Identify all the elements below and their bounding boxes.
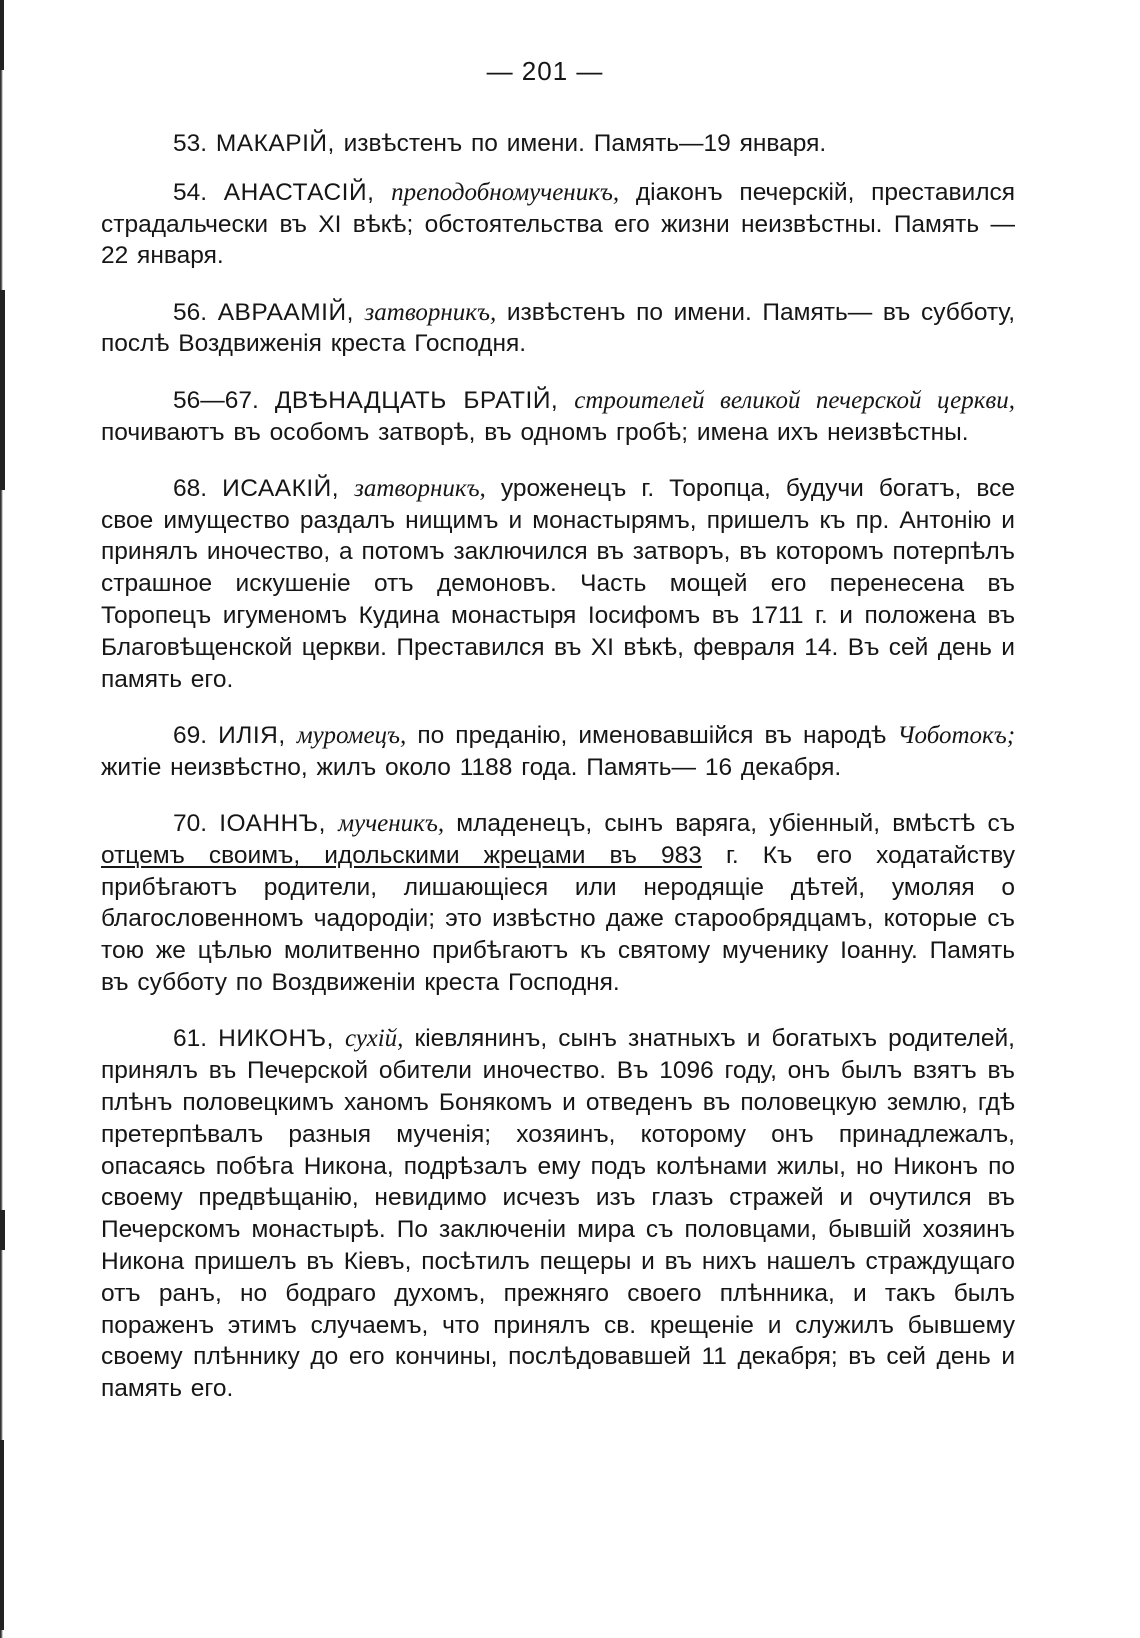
saint-title: преподобномученикъ, (391, 178, 620, 206)
entry-number: 70. (173, 810, 208, 838)
entry-70 (101, 808, 1015, 999)
saint-name: АНАСТАСІЙ, (223, 178, 375, 206)
entry-number: 54. (173, 178, 208, 206)
saint-title: затворникъ, (354, 474, 486, 502)
binding-mark (0, 1440, 4, 1630)
entry-number: 56—67. (173, 386, 259, 414)
entry-number: 68. (173, 474, 208, 502)
binding-mark (0, 1210, 5, 1250)
saint-name: НИКОНЪ, (218, 1025, 334, 1053)
entry-text: извѣстенъ по имени. Память— въ субботу, послѣ Воздвиженія креста Господня. (101, 298, 1016, 358)
page-number: — 201 — (486, 56, 604, 86)
saint-name: ИСААКІЙ, (222, 474, 340, 502)
entry-68 (101, 473, 1015, 696)
entry-53 (101, 128, 1015, 160)
saint-name: ИЛІЯ, (218, 721, 286, 749)
entry-text: по преданію, именовавшійся въ народѣ (417, 721, 887, 749)
entry-text: діаконъ печерскій, преставился страдальчески въ XI вѣкѣ; обстоятельства его жизни неизвѣстны. Память — 22 января. (101, 178, 1016, 270)
entry-54 (101, 177, 1015, 272)
saint-name: АВРААМІЙ, (217, 298, 354, 326)
saint-title: сухій, (344, 1025, 404, 1053)
saint-nickname: Чоботокъ; (897, 721, 1016, 749)
saint-name: ДВѢНАДЦАТЬ БРАТІЙ, (274, 386, 559, 414)
entry-text-continued: г. Къ его ходатайству прибѣгаютъ родители, лишающіеся или неродящіе дѣтей, умоляя о благословенномъ чадородіи; это извѣстно даже старообрядцамъ, которые съ тою же цѣлью молитвенно прибѣгаютъ къ святому мученику Іоанну. Память въ субботу по Воздвиженіи креста Господня. (101, 841, 1016, 997)
entry-text-continued: житіе неизвѣстно, жилъ около 1188 года. Память— 16 декабря. (101, 753, 842, 781)
entry-69 (101, 720, 1015, 784)
saint-title: муромецъ, (296, 721, 407, 749)
binding-mark (0, 290, 5, 490)
entry-number: 61. (173, 1025, 208, 1053)
entry-text: почиваютъ въ особомъ затворѣ, въ одномъ гробѣ; имена ихъ неизвѣстны. (101, 418, 969, 446)
entry-61 (101, 1023, 1015, 1405)
saint-title: мученикъ, (338, 810, 445, 838)
saint-title: затворникъ, (364, 298, 497, 326)
entry-number: 69. (173, 721, 208, 749)
page-binding-edge (0, 0, 3, 1638)
entry-text: кіевлянинъ, сынъ знатныхъ и богатыхъ родителей, принялъ въ Печерской обители иночество. Въ 1096 году, онъ былъ взятъ въ плѣнъ половецкимъ ханомъ Бонякомъ и отведенъ въ половецкую землю, гдѣ претерпѣвалъ разныя мученія; хозяинъ, которому онъ принадлежалъ, опасаясь побѣга Никона, подрѣзалъ ему подъ колѣнами жилы, но Никонъ по своему предвѣщанію, невидимо исчезъ изъ глазъ стражей и очутился въ Печерскомъ монастырѣ. По заключеніи мира съ половцами, бывшій хозяинъ Никона пришелъ въ Кіевъ, посѣтилъ пещеры и въ нихъ нашелъ страждущаго отъ ранъ, но бодраго духомъ, прежняго своего плѣнника, и такъ былъ пораженъ этимъ случаемъ, что принялъ св. крещеніе и служилъ бывшему своему плѣннику до его кончины, послѣдовавшей 11 декабря; въ сей день и память его. (101, 1025, 1015, 1403)
entry-number: 53. (173, 130, 208, 157)
entry-number: 56. (173, 298, 208, 326)
entry-text: извѣстенъ по имени. Память—19 января. (343, 130, 827, 157)
entry-56 (101, 297, 1015, 361)
entry-text: младенецъ, сынъ варяга, убіенный, вмѣстѣ съ (456, 810, 1016, 838)
entry-56-67 (101, 385, 1015, 449)
saint-name: ІОАННЪ, (219, 810, 326, 838)
saint-name: МАКАРІЙ, (215, 130, 335, 157)
entry-text: уроженецъ г. Торопца, будучи богатъ, все свое имущество раздалъ нищимъ и монастырямъ, пришелъ къ пр. Антонію и принялъ иночество, а потомъ заключился въ затворъ, въ которомъ потерпѣлъ страшное искушеніе отъ демоновъ. Часть мощей его перенесена въ Торопецъ игуменомъ Кудина монастыря Іосифомъ въ 1711 г. и положена въ Благовѣщенской церкви. Преставился въ XI вѣкѣ, февраля 14. Въ сей день и память его. (101, 474, 1016, 693)
text-body (101, 128, 1015, 1429)
saint-title: строителей великой печерской церкви, (574, 386, 1015, 414)
pen-underlined-text: отцемъ своимъ, идольскими жрецами въ 983 (101, 841, 702, 869)
